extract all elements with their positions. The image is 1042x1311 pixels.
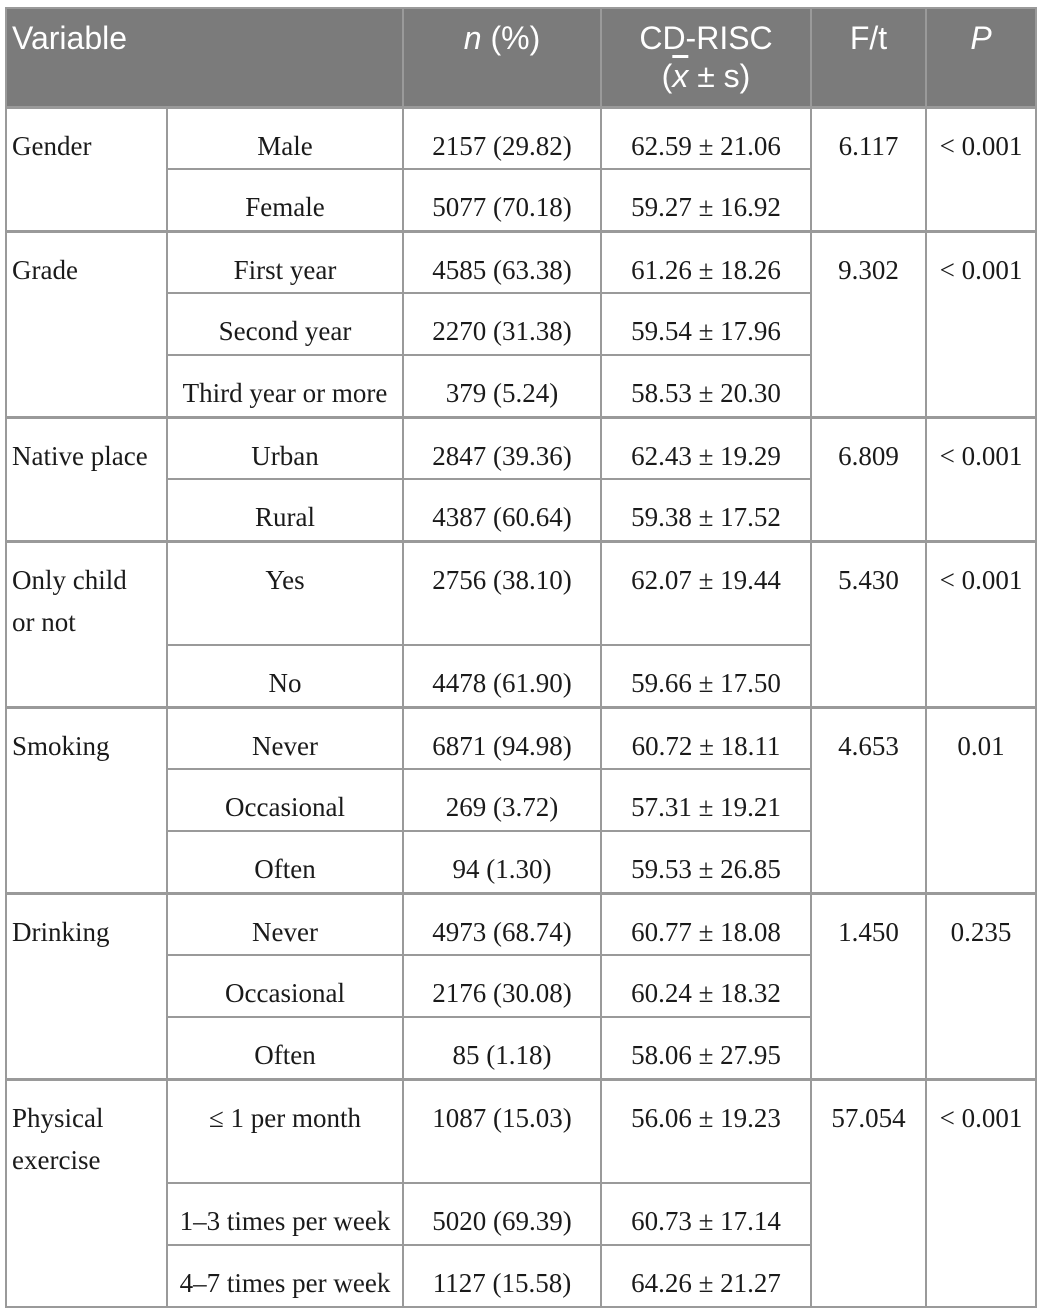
table-row	[6, 417, 1036, 479]
p-cell: < 0.001	[926, 541, 1036, 707]
cdrisc-cell: 61.26 ± 18.26	[601, 231, 811, 293]
header-n-symbol: n	[463, 20, 482, 56]
cd-risc-table	[5, 7, 1037, 1308]
cdrisc-cell: 59.66 ± 17.50	[601, 645, 811, 707]
n-pct-cell: 5077 (70.18)	[403, 169, 601, 231]
p-cell: < 0.001	[926, 231, 1036, 417]
variable-cell-grade: Grade	[6, 231, 167, 417]
header-cdrisc-open: (	[661, 58, 673, 94]
cdrisc-cell: 56.06 ± 19.23	[601, 1079, 811, 1183]
variable-cell-smoking: Smoking	[6, 707, 167, 893]
header-variable: Variable	[6, 8, 403, 107]
category-cell: Male	[167, 107, 403, 169]
n-pct-cell: 6871 (94.98)	[403, 707, 601, 769]
n-pct-cell: 1087 (15.03)	[403, 1079, 601, 1183]
n-pct-cell: 269 (3.72)	[403, 769, 601, 831]
n-pct-cell: 2176 (30.08)	[403, 955, 601, 1017]
category-cell: Third year or more	[167, 355, 403, 417]
f-t-cell: 5.430	[811, 541, 926, 707]
category-cell: Often	[167, 831, 403, 893]
table-row	[6, 893, 1036, 955]
variable-line: Physical	[12, 1102, 104, 1133]
category-cell: First year	[167, 231, 403, 293]
n-pct-cell: 94 (1.30)	[403, 831, 601, 893]
cdrisc-cell: 58.53 ± 20.30	[601, 355, 811, 417]
f-t-cell: 1.450	[811, 893, 926, 1079]
cdrisc-cell: 59.54 ± 17.96	[601, 293, 811, 355]
category-cell: Urban	[167, 417, 403, 479]
table-header	[6, 8, 1036, 107]
n-pct-cell: 2157 (29.82)	[403, 107, 601, 169]
header-row	[6, 8, 1036, 107]
table-body	[6, 107, 1036, 1307]
category-cell: 4–7 times per week	[167, 1245, 403, 1307]
p-cell: 0.01	[926, 707, 1036, 893]
category-cell: Occasional	[167, 769, 403, 831]
header-f-t: F/t	[811, 8, 926, 107]
n-pct-cell: 4387 (60.64)	[403, 479, 601, 541]
table-container	[5, 7, 1037, 1308]
header-n-rest: (%)	[481, 20, 541, 56]
cdrisc-cell: 60.24 ± 18.32	[601, 955, 811, 1017]
variable-line: or not	[12, 606, 76, 637]
f-t-cell: 57.054	[811, 1079, 926, 1307]
n-pct-cell: 2756 (38.10)	[403, 541, 601, 645]
category-cell: Never	[167, 707, 403, 769]
cdrisc-cell: 58.06 ± 27.95	[601, 1017, 811, 1079]
cdrisc-cell: 62.59 ± 21.06	[601, 107, 811, 169]
category-cell: 1–3 times per week	[167, 1183, 403, 1245]
n-pct-cell: 379 (5.24)	[403, 355, 601, 417]
n-pct-cell: 85 (1.18)	[403, 1017, 601, 1079]
n-pct-cell: 4585 (63.38)	[403, 231, 601, 293]
p-cell: 0.235	[926, 893, 1036, 1079]
cdrisc-cell: 62.43 ± 19.29	[601, 417, 811, 479]
category-cell: Yes	[167, 541, 403, 645]
variable-line: exercise	[12, 1144, 101, 1175]
header-cdrisc-rest: ± s)	[688, 58, 751, 94]
n-pct-cell: 2847 (39.36)	[403, 417, 601, 479]
header-cdrisc	[601, 8, 811, 107]
variable-cell-native-place: Native place	[6, 417, 167, 541]
table-row	[6, 541, 1036, 645]
cdrisc-cell: 59.53 ± 26.85	[601, 831, 811, 893]
cdrisc-cell: 59.38 ± 17.52	[601, 479, 811, 541]
category-cell: No	[167, 645, 403, 707]
cdrisc-cell: 60.77 ± 18.08	[601, 893, 811, 955]
table-row	[6, 107, 1036, 169]
category-cell: Female	[167, 169, 403, 231]
f-t-cell: 6.117	[811, 107, 926, 231]
f-t-cell: 9.302	[811, 231, 926, 417]
table-row	[6, 707, 1036, 769]
category-cell: Occasional	[167, 955, 403, 1017]
p-cell: < 0.001	[926, 107, 1036, 231]
variable-cell-physical-exercise	[6, 1079, 167, 1307]
cdrisc-cell: 57.31 ± 19.21	[601, 769, 811, 831]
p-cell: < 0.001	[926, 1079, 1036, 1307]
cdrisc-cell: 60.73 ± 17.14	[601, 1183, 811, 1245]
f-t-cell: 6.809	[811, 417, 926, 541]
header-p: P	[926, 8, 1036, 107]
header-cdrisc-xbar: $\overline{x}$	[672, 58, 689, 94]
table-row	[6, 231, 1036, 293]
n-pct-cell: 1127 (15.58)	[403, 1245, 601, 1307]
cdrisc-cell: 64.26 ± 21.27	[601, 1245, 811, 1307]
cdrisc-cell: 59.27 ± 16.92	[601, 169, 811, 231]
table-row	[6, 1079, 1036, 1183]
variable-cell-drinking: Drinking	[6, 893, 167, 1079]
category-cell: Never	[167, 893, 403, 955]
category-cell: Second year	[167, 293, 403, 355]
header-n-pct	[403, 8, 601, 107]
category-cell: ≤ 1 per month	[167, 1079, 403, 1183]
n-pct-cell: 2270 (31.38)	[403, 293, 601, 355]
variable-line: Only child	[12, 564, 127, 595]
n-pct-cell: 4973 (68.74)	[403, 893, 601, 955]
n-pct-cell: 5020 (69.39)	[403, 1183, 601, 1245]
variable-cell-only-child	[6, 541, 167, 707]
n-pct-cell: 4478 (61.90)	[403, 645, 601, 707]
category-cell: Rural	[167, 479, 403, 541]
header-cdrisc-line1: CD-RISC	[639, 20, 773, 56]
category-cell: Often	[167, 1017, 403, 1079]
cdrisc-cell: 60.72 ± 18.11	[601, 707, 811, 769]
f-t-cell: 4.653	[811, 707, 926, 893]
variable-cell-gender: Gender	[6, 107, 167, 231]
p-cell: < 0.001	[926, 417, 1036, 541]
cdrisc-cell: 62.07 ± 19.44	[601, 541, 811, 645]
